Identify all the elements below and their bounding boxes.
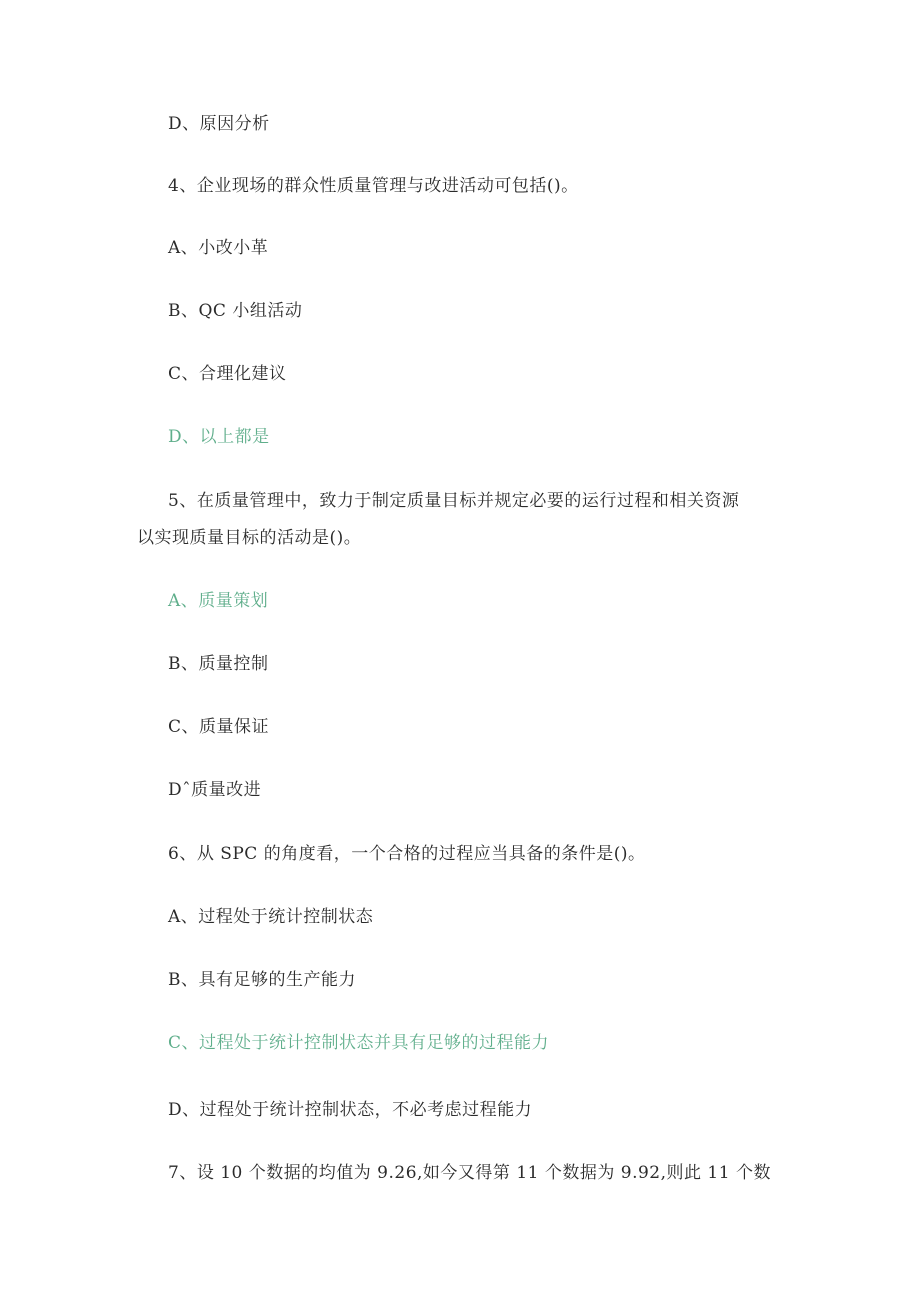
q4-option-a: A、小改小革 — [168, 238, 269, 258]
q6-option-a: A、过程处于统计控制状态 — [168, 907, 374, 927]
q6-option-c-answer: C、过程处于统计控制状态并具有足够的过程能力 — [168, 1033, 550, 1053]
q5-option-d: Dˆ质量改进 — [168, 780, 262, 800]
question-5-line-1: 5、在质量管理中，致力于制定质量目标并规定必要的运行过程和相关资源 — [168, 491, 740, 511]
question-6: 6、从 SPC 的角度看，一个合格的过程应当具备的条件是()。 — [168, 844, 646, 864]
q5-option-b: B、质量控制 — [168, 654, 269, 674]
question-5-line-2: 以实现质量目标的活动是()。 — [137, 528, 362, 548]
question-7-line-1: 7、设 10 个数据的均值为 9.26,如今又得第 11 个数据为 9.92,则此 11 个数 — [168, 1163, 771, 1183]
q5-option-a-answer: A、质量策划 — [168, 591, 269, 611]
q5-option-c: C、质量保证 — [168, 717, 270, 737]
question-4: 4、企业现场的群众性质量管理与改进活动可包括()。 — [168, 176, 579, 196]
q4-option-b: B、QC 小组活动 — [168, 301, 303, 321]
q4-option-c: C、合理化建议 — [168, 364, 287, 384]
q3-option-d: D、原因分析 — [168, 114, 270, 134]
q6-option-d: D、过程处于统计控制状态，不必考虑过程能力 — [168, 1100, 533, 1120]
q6-option-b: B、具有足够的生产能力 — [168, 970, 356, 990]
q4-option-d-answer: D、以上都是 — [168, 427, 270, 447]
